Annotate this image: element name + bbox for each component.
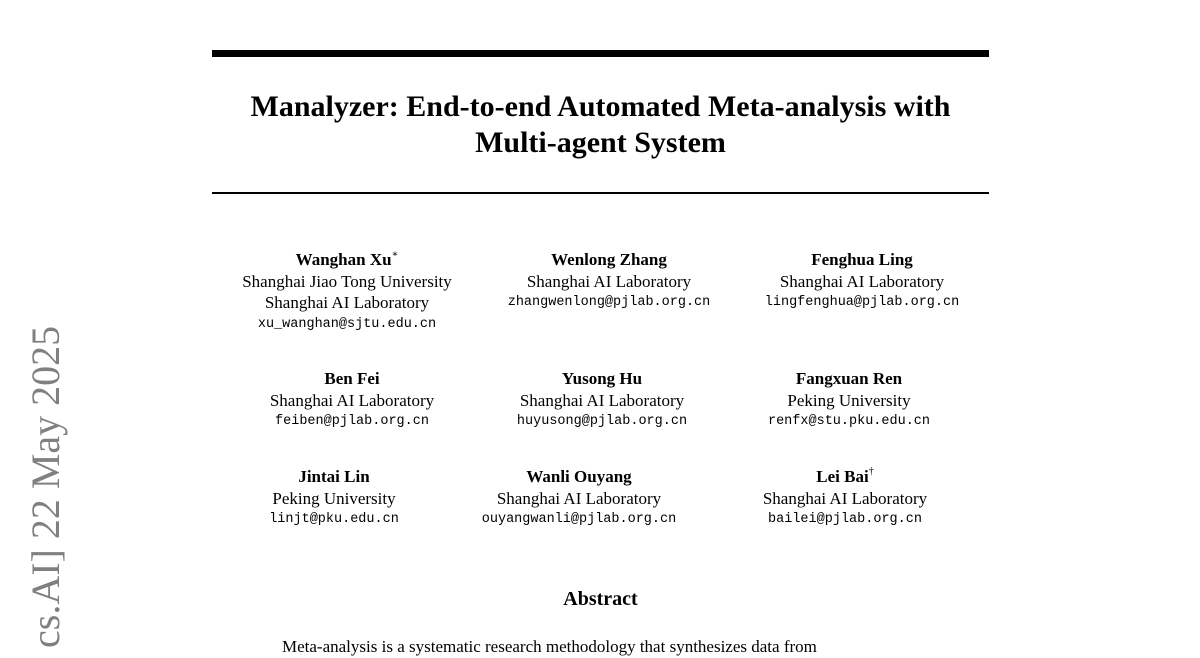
author-name: Ben Fei xyxy=(324,369,380,388)
author-email: huyusong@pjlab.org.cn xyxy=(516,414,688,429)
author-email: zhangwenlong@pjlab.org.cn xyxy=(507,295,711,310)
author-block xyxy=(715,466,975,531)
author-email: linjt@pku.edu.cn xyxy=(269,512,399,527)
author-affiliation: Shanghai AI Laboratory xyxy=(519,390,685,410)
author-name: Fenghua Ling xyxy=(811,250,913,269)
author-name: Lei Bai† xyxy=(816,466,874,486)
author-email: feiben@pjlab.org.cn xyxy=(275,414,429,429)
author-name: Yusong Hu xyxy=(561,369,643,388)
author-affiliation: Shanghai AI Laboratory xyxy=(269,390,435,410)
author-name: Wenlong Zhang xyxy=(551,250,667,269)
abstract-heading: Abstract xyxy=(563,588,638,610)
author-block xyxy=(719,368,979,433)
top-rule xyxy=(212,50,989,57)
author-block xyxy=(217,249,477,336)
author-affiliation: Shanghai Jiao Tong University xyxy=(242,271,452,291)
author-affiliation: Shanghai AI Laboratory xyxy=(779,271,945,291)
author-email: lingfenghua@pjlab.org.cn xyxy=(764,295,960,310)
author-block xyxy=(479,249,739,314)
author-block xyxy=(472,368,732,433)
title-rule xyxy=(212,192,989,194)
author-block xyxy=(732,249,992,314)
author-block xyxy=(222,368,482,433)
author-affiliation: Shanghai AI Laboratory xyxy=(526,271,692,291)
author-email: ouyangwanli@pjlab.org.cn xyxy=(481,512,677,527)
abstract-text: Meta-analysis is a systematic research methodology that synthesizes data from xyxy=(282,637,817,656)
arxiv-side-stamp: cs.AI] 22 May 2025 xyxy=(23,325,68,648)
author-email: xu_wanghan@sjtu.edu.cn xyxy=(257,316,437,332)
author-name: Wanghan Xu∗ xyxy=(295,249,399,269)
paper-title: Manalyzer: End-to-end Automated Meta-analysis with Multi-agent System xyxy=(250,90,951,159)
author-name: Jintai Lin xyxy=(298,467,370,486)
author-email: bailei@pjlab.org.cn xyxy=(768,512,922,527)
author-affiliation: Peking University xyxy=(787,390,911,410)
author-email: renfx@stu.pku.edu.cn xyxy=(767,414,931,429)
author-affiliation: Shanghai AI Laboratory xyxy=(264,293,430,312)
author-name: Fangxuan Ren xyxy=(795,369,903,388)
author-name: Wanli Ouyang xyxy=(526,467,632,486)
author-affiliation: Shanghai AI Laboratory xyxy=(496,488,662,508)
author-affiliation: Peking University xyxy=(272,488,396,508)
author-block xyxy=(204,466,464,531)
author-affiliation: Shanghai AI Laboratory xyxy=(762,488,928,508)
author-block xyxy=(449,466,709,531)
